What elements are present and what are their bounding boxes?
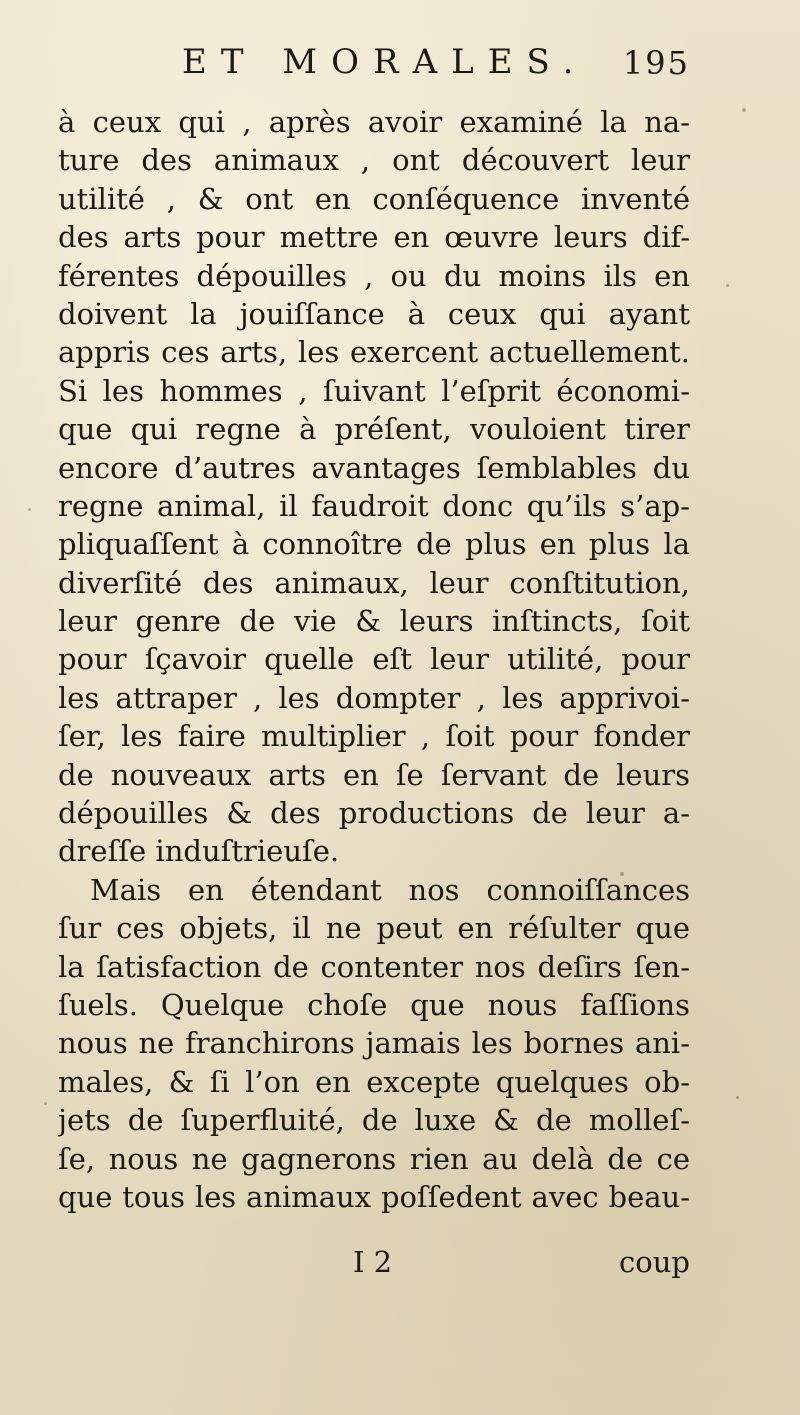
text-line: males, & ſi l’on en excepte quelques ob- xyxy=(58,1064,690,1099)
text-line: utilité , & ont en conſéquence inventé xyxy=(58,181,690,216)
text-line: appris ces arts, les exercent actuellement. xyxy=(58,335,690,370)
text-line: dépouilles & des productions de leur a- xyxy=(58,796,690,831)
text-line: les attraper , les dompter , les apprivoi- xyxy=(58,680,690,715)
text-line: férentes dépouilles , ou du moins ils en xyxy=(58,258,690,293)
text-line: doivent la jouiſſance à ceux qui ayant xyxy=(58,296,690,331)
text-line: regne animal, il faudroit donc qu’ils s’ap- xyxy=(58,488,690,523)
signature-mark: I 2 xyxy=(353,1245,393,1279)
running-head xyxy=(160,40,690,88)
text-line: nous ne franchirons jamais les bornes ani- xyxy=(58,1026,690,1061)
page-number: 195 xyxy=(622,44,690,82)
text-line: à ceux qui , après avoir examiné la na- xyxy=(58,105,690,139)
text-line: jets de ſuperfluité, de luxe & de molleſ- xyxy=(58,1103,690,1138)
catchword: coup xyxy=(619,1245,690,1279)
paragraph-end-line: dreſſe induſtrieuſe. xyxy=(58,834,340,869)
paper-speck xyxy=(726,284,729,287)
text-line: pour ſçavoir quelle eſt leur utilité, pour xyxy=(58,642,690,677)
text-line: encore d’autres avantages ſemblables du xyxy=(58,450,690,485)
text-line: la ſatisfaction de contenter nos deſirs ſen- xyxy=(58,949,690,984)
text-line: pliquaſſent à connoître de plus en plus la xyxy=(58,527,690,562)
text-line: que tous les animaux poſſedent avec beau- xyxy=(58,1179,690,1214)
paper-speck xyxy=(742,108,746,112)
running-title: ET MORALES. xyxy=(182,42,588,82)
text-line: que qui regne à préſent, vouloient tirer xyxy=(58,412,690,447)
paragraph-start-line: Mais en étendant nos connoiſſances xyxy=(90,872,690,907)
text-line: ſur ces objets, il ne peut en réſulter que xyxy=(58,911,690,946)
text-line: ture des animaux , ont découvert leur xyxy=(58,143,690,178)
paper-speck xyxy=(28,508,31,511)
text-line: de nouveaux arts en ſe ſervant de leurs xyxy=(58,757,690,792)
paper-speck xyxy=(620,872,624,876)
text-line: ſuels. Quelque choſe que nous faſſions xyxy=(58,987,690,1022)
text-line: diverſité des animaux, leur conſtitution, xyxy=(58,565,690,600)
page-footer xyxy=(58,1245,690,1285)
text-line: des arts pour mettre en œuvre leurs dif- xyxy=(58,220,690,255)
text-line: Si les hommes , ſuivant l’eſprit économi- xyxy=(58,373,690,408)
paper-speck xyxy=(44,1102,47,1105)
text-line: ſer, les faire multiplier , ſoit pour fonder xyxy=(58,719,690,754)
text-line: ſe, nous ne gagnerons rien au delà de ce xyxy=(58,1141,690,1176)
text-line: leur genre de vie & leurs inſtincts, ſoit xyxy=(58,604,690,639)
body-text xyxy=(58,103,690,1216)
paper-speck xyxy=(736,1096,739,1099)
